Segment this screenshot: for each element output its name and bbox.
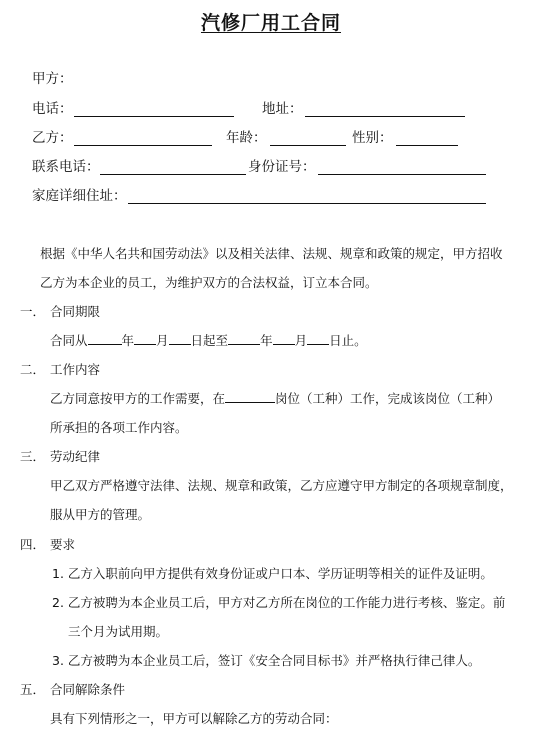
party-a-label: 甲方： bbox=[32, 71, 73, 87]
requirement-2-line-1: 2. 乙方被聘为本企业员工后，甲方对乙方所在岗位的工作能力进行考核、鉴定。前 bbox=[52, 595, 506, 610]
intro-line-1: 根据《中华人名共和国劳动法》以及相关法律、法规、规章和政策的规定，甲方招收 bbox=[40, 246, 503, 261]
requirement-2-line-2: 三个月为试用期。 bbox=[68, 624, 169, 639]
section-heading: 合同解除条件 bbox=[50, 682, 126, 697]
section-number: 一． bbox=[20, 304, 46, 319]
term-line: 合同从 年 月 日起至 年 月 日止。 bbox=[50, 333, 367, 348]
id-number-label: 身份证号： bbox=[248, 159, 316, 175]
section-heading: 合同期限 bbox=[50, 304, 101, 319]
address-blank[interactable] bbox=[305, 116, 465, 117]
phone-label: 电话： bbox=[32, 101, 73, 117]
termination-line-1: 具有下列情形之一，甲方可以解除乙方的劳动合同： bbox=[50, 711, 338, 726]
gender-blank[interactable] bbox=[396, 145, 458, 146]
section-number: 四． bbox=[20, 537, 46, 552]
address-label: 地址： bbox=[262, 101, 303, 117]
end-month-blank[interactable] bbox=[273, 332, 295, 345]
section-number: 二． bbox=[20, 362, 46, 377]
end-year-blank[interactable] bbox=[228, 332, 260, 345]
contact-phone-blank[interactable] bbox=[100, 174, 246, 175]
contact-phone-label: 联系电话： bbox=[32, 159, 100, 175]
discipline-line-1: 甲乙双方严格遵守法律、法规、规章和政策，乙方应遵守甲方制定的各项规章制度， bbox=[50, 478, 513, 493]
start-year-blank[interactable] bbox=[88, 332, 122, 345]
section-heading: 要求 bbox=[50, 537, 76, 552]
section-heading: 劳动纪律 bbox=[50, 449, 101, 464]
start-month-blank[interactable] bbox=[134, 332, 156, 345]
party-b-blank[interactable] bbox=[74, 145, 212, 146]
requirement-1: 1. 乙方入职前向甲方提供有效身份证或户口本、学历证明等相关的证件及证明。 bbox=[52, 566, 493, 581]
start-day-blank[interactable] bbox=[169, 332, 191, 345]
home-address-label: 家庭详细住址： bbox=[32, 188, 127, 204]
home-address-blank[interactable] bbox=[128, 203, 486, 204]
intro-line-2: 乙方为本企业的员工，为维护双方的合法权益，订立本合同。 bbox=[40, 275, 378, 290]
position-blank[interactable] bbox=[225, 390, 275, 403]
document-title: 汽修厂用工合同 bbox=[200, 12, 341, 34]
section-heading: 工作内容 bbox=[50, 362, 101, 377]
section-number: 三． bbox=[20, 449, 46, 464]
id-number-blank[interactable] bbox=[318, 174, 486, 175]
requirement-3: 3. 乙方被聘为本企业员工后，签订《安全合同目标书》并严格执行律己律人。 bbox=[52, 653, 481, 668]
gender-label: 性别： bbox=[352, 130, 393, 146]
section-number: 五． bbox=[20, 682, 46, 697]
party-b-label: 乙方： bbox=[32, 130, 73, 146]
work-line-1: 乙方同意按甲方的工作需要，在 岗位（工种）工作，完成该岗位（工种） bbox=[50, 391, 501, 406]
work-line-2: 所承担的各项工作内容。 bbox=[50, 420, 188, 435]
discipline-line-2: 服从甲方的管理。 bbox=[50, 507, 151, 522]
end-day-blank[interactable] bbox=[307, 332, 329, 345]
age-label: 年龄： bbox=[226, 130, 267, 146]
age-blank[interactable] bbox=[270, 145, 346, 146]
phone-blank[interactable] bbox=[74, 116, 234, 117]
